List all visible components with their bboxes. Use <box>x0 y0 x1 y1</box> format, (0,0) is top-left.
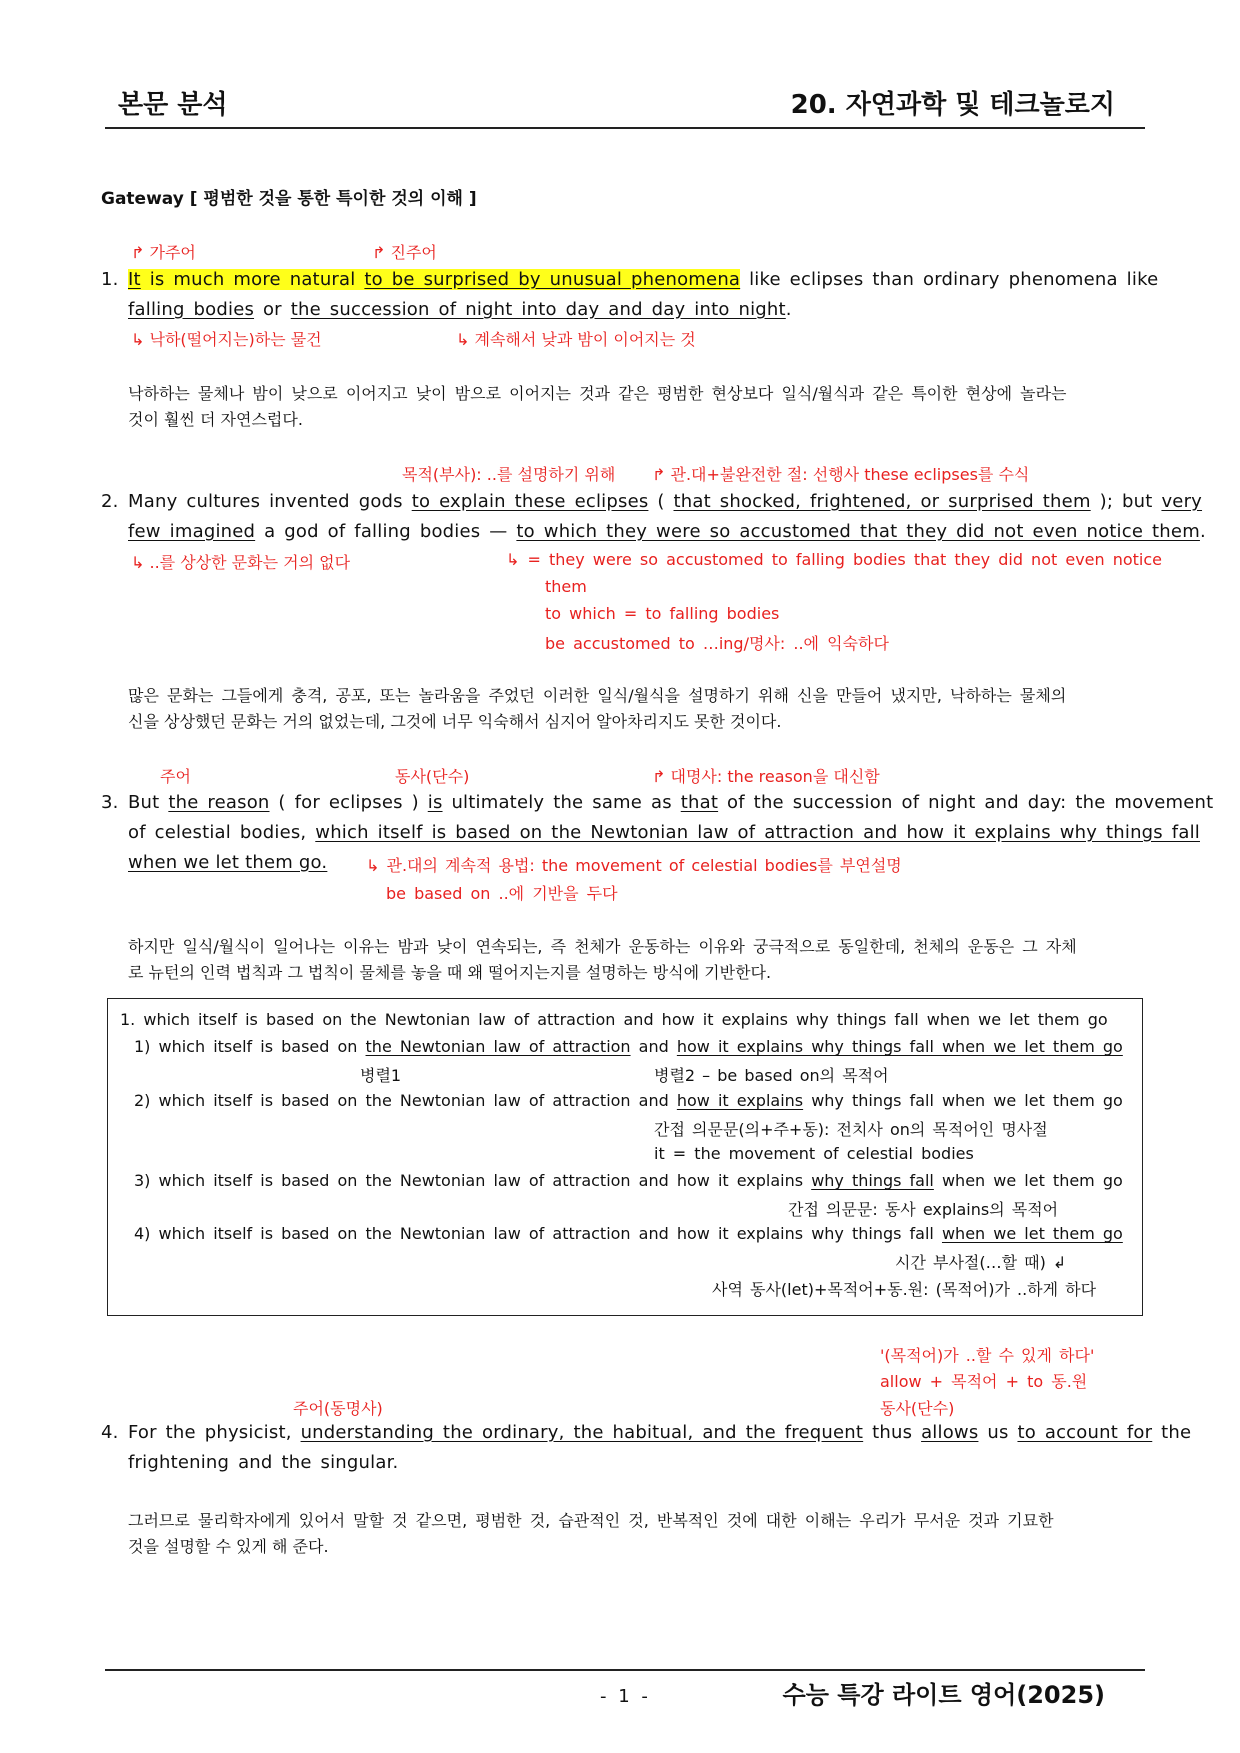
s1-natural: is much more natural <box>140 269 365 290</box>
note-them: them <box>545 577 587 596</box>
s1-or: or <box>254 299 291 320</box>
s4-d: the <box>1152 1422 1192 1443</box>
note-pronoun: ↱ 대명사: the reason을 대신함 <box>652 767 880 786</box>
s4-e: frightening and the singular. <box>128 1452 399 1473</box>
note-subject: 주어 <box>160 767 191 786</box>
s2-d: a god of falling bodies — <box>255 521 517 542</box>
s2-period: . <box>1199 521 1206 542</box>
s2-explain: to explain these eclipses <box>411 491 649 512</box>
s3-c: ultimately the same as <box>442 792 681 813</box>
box4-when: when we let them go <box>941 1224 1123 1243</box>
box-line0: 1. which itself is based on the Newtonian law of attraction and how it explains why things fall when we let them go <box>120 1010 1108 1029</box>
s2-ko1: 많은 문화는 그들에게 충격, 공포, 또는 놀라움을 주었던 이러한 일식/월식을 설명하기 위해 신을 만들어 냈지만, 낙하하는 물체의 <box>128 686 1067 705</box>
note-accustomed: be accustomed to …ing/명사: ..에 익숙하다 <box>545 634 889 653</box>
s1-it: It <box>128 269 141 290</box>
s4-allows: allows <box>921 1422 979 1443</box>
s3-ko2: 로 뉴턴의 인력 법칙과 그 법칙이 물체를 놓을 때 왜 떨어지는지를 설명하는 방식에 기반한다. <box>128 963 772 982</box>
note-gerund: 주어(동명사) <box>293 1399 383 1418</box>
box1-parallel2: how it explains why things fall when we let them go <box>676 1037 1123 1056</box>
s4-c: us <box>978 1422 1018 1443</box>
s3-that: that <box>680 792 719 813</box>
note-jinjuo: ↱ 진주어 <box>372 243 437 262</box>
s3-which-clause: which itself is based on the Newtonian law of attraction and how it explains why things fall <box>315 822 1200 843</box>
s2-num: 2. <box>101 491 119 512</box>
s2-c: ); but <box>1090 491 1162 512</box>
section-title: Gateway [ 평범한 것을 통한 특이한 것의 이해 ] <box>101 189 477 209</box>
box2-label1: 간접 의문문(의+주+동): 전치사 on의 목적어인 명사절 <box>654 1120 1048 1139</box>
note-continuous: ↳ 관.대의 계속적 용법: the movement of celestial bodies를 부연설명 <box>366 856 902 875</box>
s4-ko2: 것을 설명할 수 있게 해 준다. <box>128 1537 329 1556</box>
s3-line3 <box>128 852 327 873</box>
s2-few: few imagined <box>128 521 256 542</box>
box4-label2: 사역 동사(let)+목적어+동.원: (목적어)가 ..하게 하다 <box>712 1280 1097 1299</box>
footer-rule <box>105 1669 1145 1671</box>
box2-label2: it = the movement of celestial bodies <box>654 1144 974 1163</box>
s1-succession: the succession of night into day and day into night <box>290 299 786 320</box>
footer-right: 수능 특강 라이트 영어(2025) <box>782 1681 1105 1709</box>
s3-ko1: 하지만 일식/월식이 일어나는 이유는 밤과 낮이 연속되는, 즉 천체가 운동하는 이유와 궁극적으로 동일한데, 천체의 운동은 그 자체 <box>128 937 1077 956</box>
box4-a: 4) which itself is based on the Newtonian law of attraction and how it explains why things fall <box>134 1224 942 1243</box>
s4-line2 <box>128 1452 398 1473</box>
s1-falling-bodies: falling bodies <box>128 299 255 320</box>
box2-how: how it explains <box>676 1091 804 1110</box>
note-allow-pattern: allow + 목적어 + to 동.원 <box>880 1372 1088 1391</box>
box1-label1: 병렬1 <box>360 1066 402 1085</box>
s2-very: very <box>1161 491 1203 512</box>
note-based-on: be based on ..에 기반을 두다 <box>386 884 618 903</box>
s3-num: 3. <box>101 792 119 813</box>
box2-b: why things fall when we let them go <box>803 1091 1123 1110</box>
s1-line2 <box>128 299 792 320</box>
s1-num: 1. <box>101 269 119 290</box>
s1-rest: like eclipses than ordinary phenomena like <box>740 269 1159 290</box>
s2-a: Many cultures invented gods <box>128 491 412 512</box>
page-number: - 1 - <box>600 1686 648 1707</box>
note-purpose: 목적(부사): ..를 설명하기 위해 <box>402 465 616 484</box>
s3-e: of celestial bodies, <box>128 822 316 843</box>
s2-ko2: 신을 상상했던 문화는 거의 없었는데, 그것에 너무 익숙해서 심지어 알아차리지도 못한 것이다. <box>128 712 782 731</box>
box1-a: 1) which itself is based on <box>134 1037 366 1056</box>
s1-period: . <box>785 299 792 320</box>
note-allow-meaning: '(목적어)가 ..할 수 있게 하다' <box>880 1346 1095 1365</box>
s4-b: thus <box>863 1422 922 1443</box>
box1-label2: 병렬2 – be based on의 목적어 <box>654 1066 889 1085</box>
s3-a: But <box>128 792 169 813</box>
note-succession: ↳ 계속해서 낮과 밤이 이어지는 것 <box>456 330 696 349</box>
header-rule <box>105 127 1145 129</box>
header-left: 본문 분석 <box>118 90 228 120</box>
header-right: 20. 자연과학 및 테크놀로지 <box>790 90 1115 120</box>
s1-ko2: 것이 훨씬 더 자연스럽다. <box>128 410 303 429</box>
s3-line2 <box>128 822 1200 843</box>
s4-a: For the physicist, <box>128 1422 301 1443</box>
box3-a: 3) which itself is based on the Newtonian law of attraction and how it explains <box>134 1171 812 1190</box>
note-verb-singular: 동사(단수) <box>880 1399 955 1418</box>
s4-account: to account for <box>1017 1422 1153 1443</box>
box2-a: 2) which itself is based on the Newtonian law of attraction and <box>134 1091 677 1110</box>
s3-when: when we let them go. <box>128 852 328 873</box>
note-equal: ↳ = they were so accustomed to falling bodies that they did not even notice <box>506 550 1163 569</box>
s1-real-subject: to be surprised by unusual phenomena <box>364 269 741 290</box>
note-few: ↳ ..를 상상한 문화는 거의 없다 <box>131 553 351 572</box>
note-relative: ↱ 관.대+불완전한 절: 선행사 these eclipses를 수식 <box>652 465 1030 484</box>
box1-and: and <box>630 1037 677 1056</box>
s3-d: of the succession of night and day: the movement <box>718 792 1214 813</box>
s3-line1 <box>128 792 1214 813</box>
s2-to-which: to which they were so accustomed that they did not even notice them <box>516 521 1200 542</box>
s4-understanding: understanding the ordinary, the habitual, and the frequent <box>300 1422 864 1443</box>
note-gajuo: ↱ 가주어 <box>131 243 196 262</box>
box-line1 <box>134 1037 1123 1056</box>
s1-ko1: 낙하하는 물체나 밤이 낮으로 이어지고 낮이 밤으로 이어지는 것과 같은 평범한 현상보다 일식/월식과 같은 특이한 현상에 놀라는 <box>128 384 1067 403</box>
note-to-which: to which = to falling bodies <box>545 604 780 623</box>
s3-is: is <box>427 792 443 813</box>
s1-line1 <box>128 269 1159 290</box>
s4-num: 4. <box>101 1422 119 1443</box>
s2-line1 <box>128 491 1203 512</box>
box-line3 <box>134 1171 1123 1190</box>
note-falling: ↳ 낙하(떨어지는)하는 물건 <box>131 330 322 349</box>
s4-ko1: 그러므로 물리학자에게 있어서 말할 것 같으면, 평범한 것, 습관적인 것, 반복적인 것에 대한 이해는 우리가 무서운 것과 기묘한 <box>128 1511 1054 1530</box>
s3-reason: the reason <box>168 792 270 813</box>
note-verb: 동사(단수) <box>395 767 470 786</box>
box1-parallel1: the Newtonian law of attraction <box>365 1037 631 1056</box>
s2-that-clause: that shocked, frightened, or surprised them <box>673 491 1091 512</box>
box3-why: why things fall <box>811 1171 934 1190</box>
box-line2 <box>134 1091 1123 1110</box>
box4-label1: 시간 부사절(…할 때) ↲ <box>895 1253 1067 1272</box>
s2-line2 <box>128 521 1206 542</box>
box3-label: 간접 의문문: 동사 explains의 목적어 <box>788 1200 1059 1219</box>
box-line4 <box>134 1224 1123 1243</box>
s4-line1 <box>128 1422 1192 1443</box>
s3-b: ( for eclipses ) <box>269 792 428 813</box>
s2-b: ( <box>648 491 674 512</box>
box3-b: when we let them go <box>933 1171 1123 1190</box>
